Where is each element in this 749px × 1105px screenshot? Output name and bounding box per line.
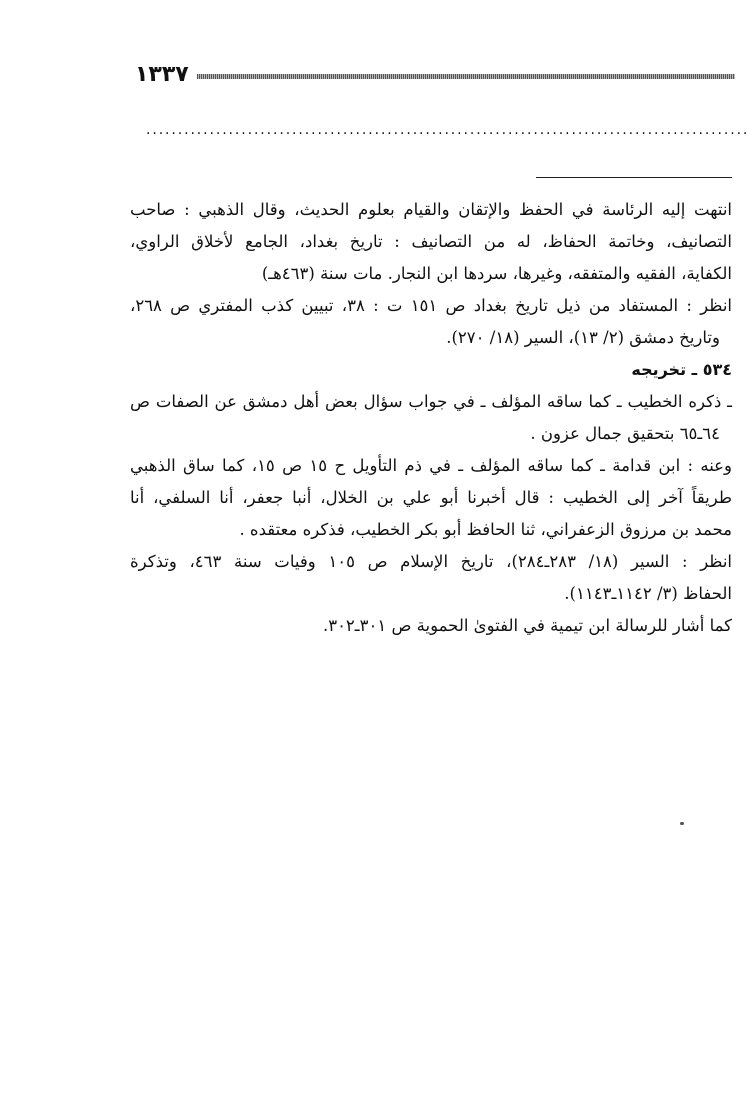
- dotted-separator: ...............................................................................................: [146, 122, 749, 138]
- section-line: محمد بن مرزوق الزعفراني، ثنا الحافظ أبو بكر الخطيب، فذكره معتقده .: [239, 520, 732, 539]
- section-line: طريقاً آخر إلى الخطيب : قال أخبرنا أبو علي بن الخلال، أنبا جعفر، أنا السلفي، أنا: [130, 488, 732, 507]
- footnote-line: الكفاية، الفقيه والمتفقه، وغيرها، سردها ابن النجار. مات سنة (٤٦٣هـ): [261, 264, 732, 283]
- footnote-line: انتهت إليه الرئاسة في الحفظ والإتقان والقيام بعلوم الحديث، وقال الذهبي : صاحب: [130, 200, 732, 219]
- footnote-line: التصانيف، وخاتمة الحفاظ، له من التصانيف : تاريخ بغداد، الجامع لأخلاق الراوي،: [130, 232, 732, 251]
- section-line: وعنه : ابن قدامة ـ كما ساقه المؤلف ـ في ذم التأويل ح ١٥ ص ١٥، كما ساق الذهبي: [130, 456, 732, 475]
- footnote-line: انظر : المستفاد من ذيل تاريخ بغداد ص ١٥١ ت : ٣٨، تبيين كذب المفتري ص ٢٦٨،: [130, 296, 732, 315]
- scan-speck: [680, 822, 684, 825]
- footnote-text: [130, 194, 732, 354]
- section-line: انظر : السير (١٨/ ٢٨٣ـ٢٨٤)، تاريخ الإسلام ص ١٠٥ وفيات سنة ٤٦٣، وتذكرة: [130, 552, 733, 571]
- header-rule: [197, 74, 735, 79]
- section-line: ٦٤ـ٦٥ بتحقيق جمال عزون .: [530, 424, 720, 443]
- section-line: ـ ذكره الخطيب ـ كما ساقه المؤلف ـ في جواب سؤال بعض أهل دمشق عن الصفات ص: [130, 392, 732, 411]
- page-header: [135, 62, 735, 88]
- section-block: [130, 354, 732, 642]
- section-line: كما أشار للرسالة ابن تيمية في الفتوىٰ الحموية ص ٣٠١ـ٣٠٢.: [322, 616, 732, 635]
- page-number: ١٣٣٧: [135, 62, 189, 87]
- section-line: الحفاظ (٣/ ١١٤٢ـ١١٤٣).: [564, 584, 732, 603]
- footnote-line: وتاريخ دمشق (٢/ ١٣)، السير (١٨/ ٢٧٠).: [446, 328, 720, 347]
- section-heading: ٥٣٤ ـ تخريجه: [631, 360, 732, 379]
- footnote-rule: [536, 177, 732, 178]
